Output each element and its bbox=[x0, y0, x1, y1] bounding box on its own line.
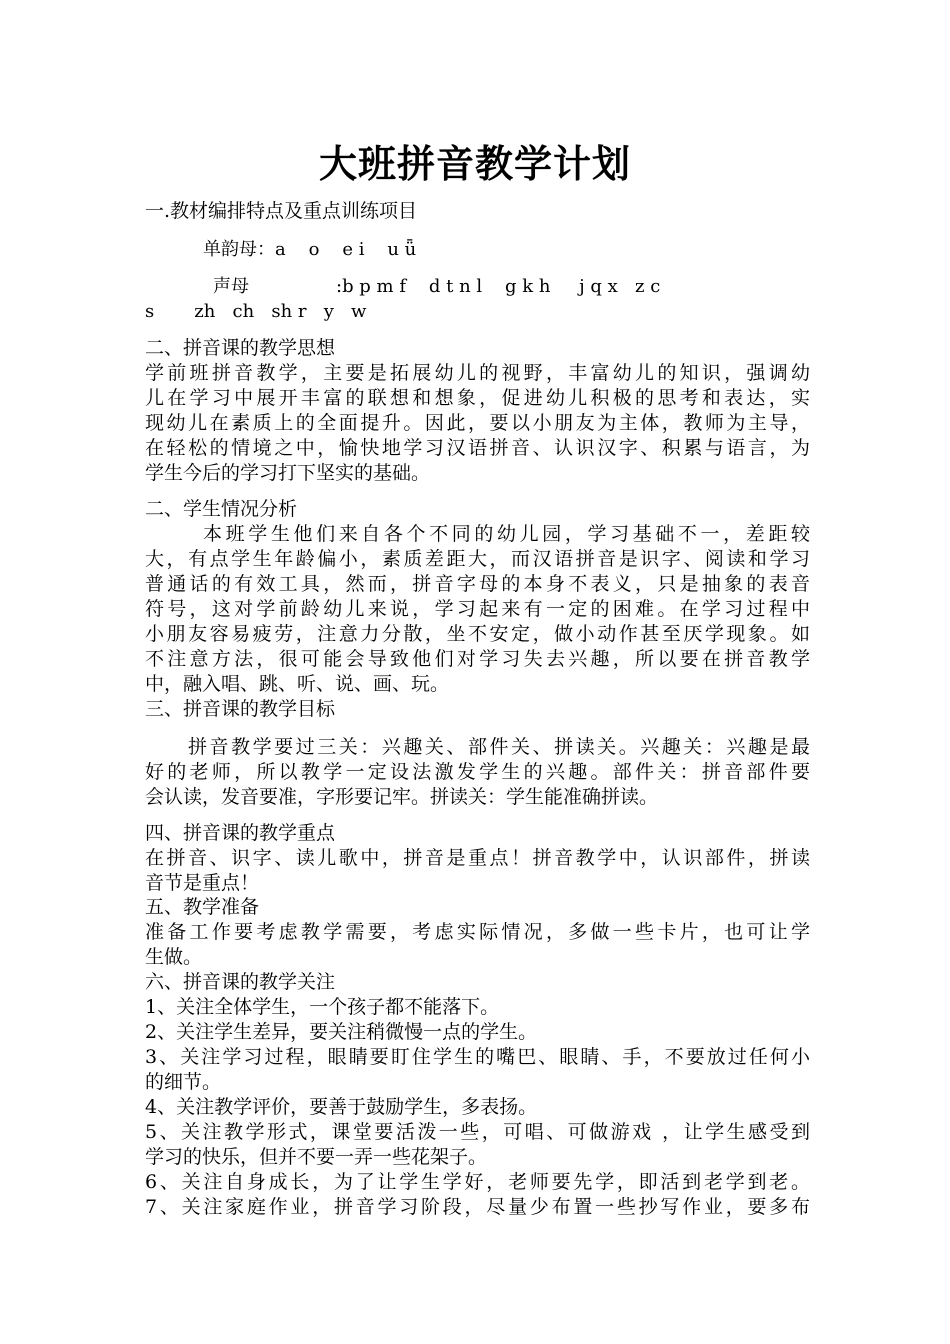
paragraph-line: 中，融入唱、跳、听、说、画、玩。 bbox=[145, 673, 450, 695]
list-item: 4、关注教学评价，要善于鼓励学生，多表扬。 bbox=[145, 1096, 538, 1118]
paragraph-line: 大，有点学生年龄偏小，素质差距大，而汉语拼音是识字、阅读和学习 bbox=[145, 548, 810, 570]
list-item: 6、关注自身成长，为了让学生学好，老师要先学，即活到老学到老。 bbox=[145, 1171, 810, 1193]
initials-row: s zh ch sh r y w bbox=[145, 301, 367, 322]
paragraph-line: 学生今后的学习打下坚实的基础。 bbox=[145, 462, 431, 484]
paragraph-line: 本班学生他们来自各个不同的幼儿园，学习基础不一，差距较 bbox=[203, 523, 810, 545]
list-item: 5、关注教学形式，课堂要活泼一些，可唱、可做游戏 ，让学生感受到 bbox=[145, 1121, 810, 1143]
paragraph-line: 在轻松的情境之中，愉快地学习汉语拼音、认识汉字、积累与语言，为 bbox=[145, 437, 810, 459]
list-item: 1、关注全体学生，一个孩子都不能落下。 bbox=[145, 996, 500, 1018]
list-item: 的细节。 bbox=[145, 1071, 222, 1093]
paragraph-line: 在拼音、识字、读儿歌中，拼音是重点！拼音教学中，认识部件，拼读 bbox=[145, 847, 810, 869]
paragraph-line: 学前班拼音教学，主要是拓展幼儿的视野，丰富幼儿的知识，强调幼 bbox=[145, 362, 810, 384]
paragraph-line: 准备工作要考虑教学需要，考虑实际情况，多做一些卡片，也可让学 bbox=[145, 921, 810, 943]
section-heading: 五、教学准备 bbox=[145, 896, 260, 918]
paragraph-line: 会认读，发音要准，字形要记牢。拼读关：学生能准确拼读。 bbox=[145, 786, 659, 808]
paragraph-line: 拼音教学要过三关：兴趣关、部件关、拼读关。兴趣关：兴趣是最 bbox=[188, 736, 810, 758]
section-heading: 四、拼音课的教学重点 bbox=[145, 822, 336, 844]
paragraph-line: 好的老师，所以教学一定设法激发学生的兴趣。部件关：拼音部件要 bbox=[145, 761, 810, 783]
section-heading: 二、拼音课的教学思想 bbox=[145, 337, 336, 359]
section-heading: 一.教材编排特点及重点训练项目 bbox=[145, 200, 418, 222]
list-item: 2、关注学生差异，要关注稍微慢一点的学生。 bbox=[145, 1021, 538, 1043]
section-heading: 六、拼音课的教学关注 bbox=[145, 971, 336, 993]
paragraph-line: 现幼儿在素质上的全面提升。因此，要以小朋友为主体，教师为主导， bbox=[145, 412, 810, 434]
paragraph-line: 儿在学习中展开丰富的联想和想象，促进幼儿积极的思考和表达，实 bbox=[145, 387, 810, 409]
initials-label: 声母 bbox=[213, 276, 249, 297]
paragraph-line: 符号，这对学前龄幼儿来说，学习起来有一定的困难。在学习过程中 bbox=[145, 598, 810, 620]
section-heading: 三、拼音课的教学目标 bbox=[145, 698, 336, 720]
list-item: 7、关注家庭作业，拼音学习阶段，尽量少布置一些抄写作业，要多布 bbox=[145, 1196, 810, 1218]
vowels-line: 单韵母：a o e i u ǖ bbox=[203, 239, 417, 260]
paragraph-line: 生做。 bbox=[145, 946, 203, 968]
list-item: 学习的快乐，但并不要一弄一些花架子。 bbox=[145, 1146, 488, 1168]
paragraph-line: 小朋友容易疲劳，注意力分散，坐不安定，做小动作甚至厌学现象。如 bbox=[145, 623, 810, 645]
list-item: 3、关注学习过程，眼睛要盯住学生的嘴巴、眼睛、手，不要放过任何小 bbox=[145, 1046, 810, 1068]
document-title: 大班拼音教学计划 bbox=[318, 142, 631, 186]
paragraph-line: 不注意方法，很可能会导致他们对学习失去兴趣，所以要在拼音教学 bbox=[145, 648, 810, 670]
section-heading: 二、学生情况分析 bbox=[145, 498, 298, 520]
paragraph-line: 音节是重点！ bbox=[145, 872, 260, 894]
initials-row: :b p m f d t n l g k h j q x z c bbox=[336, 276, 661, 297]
paragraph-line: 普通话的有效工具，然而，拼音字母的本身不表义，只是抽象的表音 bbox=[145, 573, 810, 595]
